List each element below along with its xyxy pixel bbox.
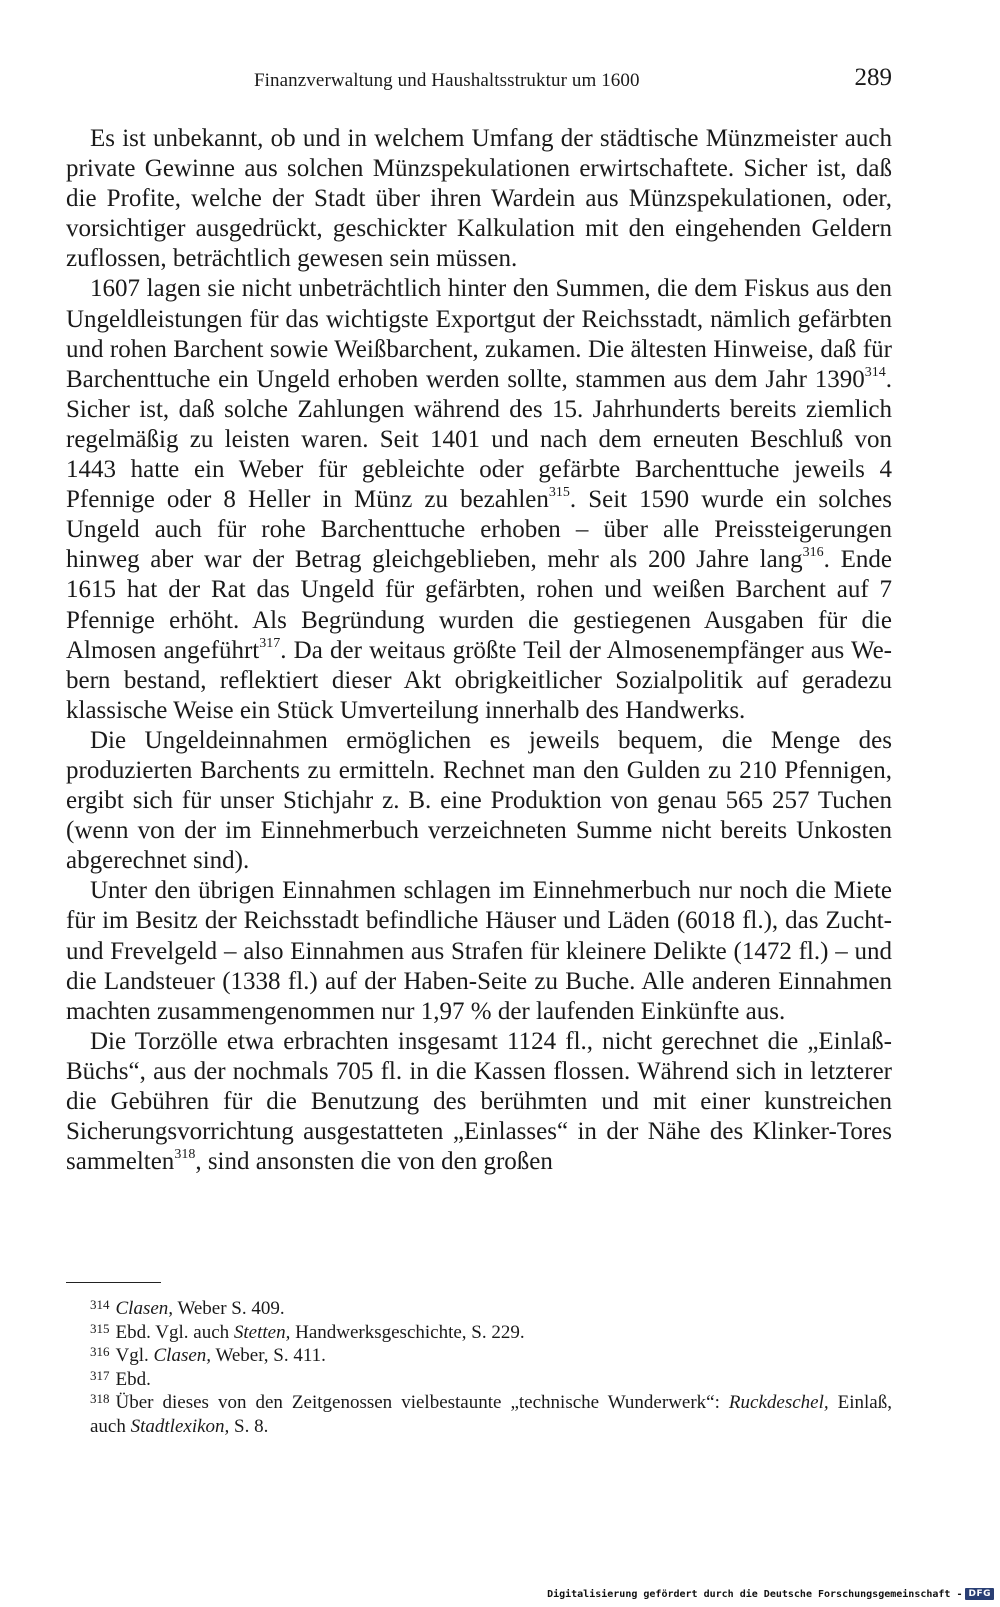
footnote xyxy=(66,1297,892,1321)
footnote-reference: 318 xyxy=(174,1147,196,1163)
dfg-logo: DFG xyxy=(965,1588,994,1600)
paragraph xyxy=(66,1027,892,1177)
footnote-number: 318 xyxy=(90,1391,110,1407)
footnote-divider xyxy=(66,1282,161,1283)
paragraph-text: . Sicher ist, daß solche Zahlungen während des 15. Jahrhunderts bereits ziemlich regelmäßig zu leisten waren. Seit 1401 und nach dem erneuten Beschluß von 1443 hatte ein Weber für gebleichte oder gefärbte Barchenttuche jeweils 4 Pfennige oder 8 Heller in Münz zu bezahlen xyxy=(66,365,892,514)
digitization-credit xyxy=(547,1585,994,1603)
footnote-author: Ruckdeschel, xyxy=(728,1392,829,1414)
footnote-author: Stadtlexikon, xyxy=(130,1415,230,1437)
footnote-reference: 316 xyxy=(802,545,824,561)
body-text xyxy=(66,124,892,1177)
footnote xyxy=(66,1368,892,1392)
paragraph xyxy=(66,124,892,274)
footnote-text: Weber S. 409. xyxy=(173,1298,285,1319)
paragraph-text: Es ist unbekannt, ob und in welchem Umfang der städtische Münzmeister auch private Gewinne aus solchen Münzspekulationen erwirtschaftete. Sicher ist, daß die Profite, welche der Stadt über ihren Wardein aus Münzspekulationen, oder, vorsichtiger ausgedrückt, geschickter Kalkulation mit den eingehenden Geldern zuflossen, beträchtlich gewesen sein müssen. xyxy=(66,125,892,273)
footnote-text: Ebd. Vgl. auch xyxy=(115,1321,234,1343)
credit-text: Digitalisierung gefördert durch die Deutsche Forschungsgemeinschaft - xyxy=(547,1588,963,1600)
footnote-text: Vgl. xyxy=(115,1345,154,1367)
footnote-text: Weber, S. 411. xyxy=(211,1345,326,1367)
page-header xyxy=(66,64,892,100)
paragraph xyxy=(66,876,892,1026)
footnote-reference: 314 xyxy=(864,364,886,380)
footnote xyxy=(66,1391,892,1438)
footnote-author: Clasen, xyxy=(153,1345,212,1367)
footnote-text: Über dieses von den Zeitgenossen vielbestaunte „technische Wunderwerk“: xyxy=(115,1392,729,1414)
footnote-number: 314 xyxy=(90,1297,110,1312)
footnote-number: 317 xyxy=(90,1367,110,1383)
paragraph-text: Die Torzölle etwa erbrachten insgesamt 1124 fl., nicht gerechnet die „Einlaß-Büchs“, aus der nochmals 705 fl. in die Kassen flossen. Während sich in letzterer die Gebühren für die Benutzung des berühmten und mit einer kunstreichen Sicherungsvorrichtung ausgestatteten „Einlasses“ in der Nähe des Klinker-Tores sammelten xyxy=(66,1027,892,1176)
paragraph-text: Unter den übrigen Einnahmen schlagen im Einnehmerbuch nur noch die Miete für im Besitz der Reichsstadt befindliche Häuser und Läden (6018 fl.), das Zucht- und Frevelgeld – also Einnahmen aus Strafen für kleinere Delikte (1472 fl.) – und die Landsteuer (1338 fl.) auf der Haben-Seite zu Buche. Alle anderen Einnahmen machten zusammengenommen nur 1,97 % der laufenden Einkünfte aus. xyxy=(66,877,892,1025)
footnote-reference: 315 xyxy=(548,485,570,501)
footnote-text: Ebd. xyxy=(115,1368,151,1390)
paragraph-text: 1607 lagen sie nicht unbeträchtlich hinter den Summen, die dem Fiskus aus den Ungeldleistungen für das wichtigste Exportgut der Reichsstadt, nämlich gefärbten und rohen Barchent sowie Weißbarchent, zukamen. Die ältesten Hinweise, daß für Barchenttuche ein Ungeld erhoben werden sollte, stammen aus dem Jahr 1390 xyxy=(66,275,892,393)
page-number: 289 xyxy=(854,64,892,91)
paragraph-text: Die Ungeldeinnahmen ermöglichen es jeweils bequem, die Menge des produzierten Barchents zu ermitteln. Rechnet man den Gulden zu 210 Pfennigen, ergibt sich für unser Stichjahr z. B. eine Produktion von genau 565 257 Tuchen (wenn von der im Einnehmerbuch verzeichneten Summe nicht bereits Unkosten abgerechnet sind). xyxy=(66,726,892,875)
footnote-number: 316 xyxy=(90,1344,110,1360)
footnote-author: Stetten, xyxy=(233,1321,291,1343)
paragraph-text: , sind ansonsten die von den großen xyxy=(195,1148,553,1176)
footnotes xyxy=(66,1297,892,1439)
footnote-text: S. 8. xyxy=(229,1415,269,1437)
running-title: Finanzverwaltung und Haushaltsstruktur um 1600 xyxy=(254,70,640,91)
footnote-number: 315 xyxy=(90,1320,110,1336)
paragraph xyxy=(66,274,892,725)
paragraph-text: . Seit 1590 wurde ein solches Ungeld auch für rohe Barchenttuche erhoben – über alle Preissteigerungen hinweg aber war der Betrag gleichgeblieben, mehr als 200 Jahre lang xyxy=(66,486,892,574)
footnote-text: Handwerksgeschichte, S. 229. xyxy=(290,1321,525,1343)
footnote-reference: 317 xyxy=(259,635,281,651)
footnote-text: Einlaß, auch xyxy=(90,1392,892,1437)
paragraph-text: . Ende 1615 hat der Rat das Ungeld für gefärbten, rohen und weißen Barchent auf 7 Pfennige erhöht. Als Begründung wurden die gestiegenen Ausgaben für die Almosen angeführt xyxy=(66,546,892,664)
paragraph-text: . Da der weitaus größte Teil der Almosenempfänger aus Webern bestand, reflektiert dieser Akt obrigkeitlicher Sozialpolitik auf geradezu klassische Weise ein Stück Umverteilung innerhalb des Handwerks. xyxy=(66,636,892,724)
footnote xyxy=(66,1344,892,1368)
footnote-author: Clasen, xyxy=(115,1298,174,1319)
footnote xyxy=(66,1321,892,1345)
paragraph xyxy=(66,726,892,876)
